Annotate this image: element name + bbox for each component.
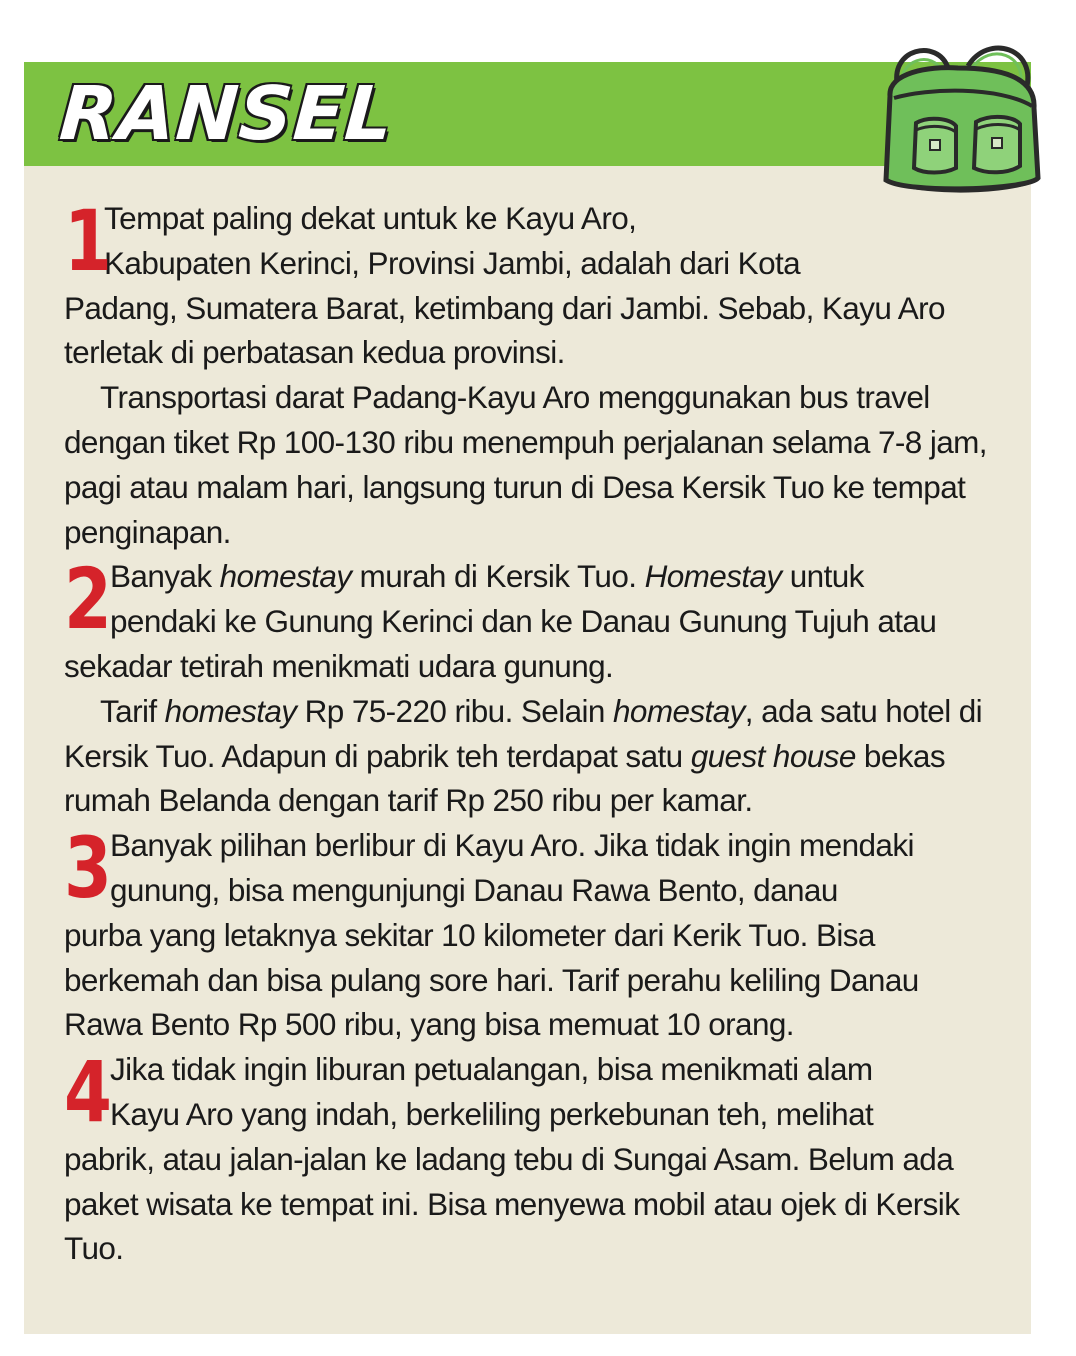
text-line: Jika tidak ingin liburan petualangan, bisa menikmati alam [110, 1051, 873, 1088]
box-content [64, 192, 1004, 1271]
paragraph: Transportasi darat Padang-Kayu Aro menggunakan bus travel dengan tiket Rp 100-130 ribu menempuh perjalanan selama 7-8 jam, pagi atau malam hari, langsung turun di Desa Kersik Tuo ke tempat penginapan. [64, 379, 987, 550]
section-3 [64, 819, 1004, 1047]
text-line: Kabupaten Kerinci, Provinsi Jambi, adalah dari Kota [104, 244, 801, 281]
backpack-icon [868, 28, 1048, 196]
text-line: Kayu Aro yang indah, berkeliling perkebunan teh, melihat [110, 1095, 874, 1132]
box-title: RANSEL [56, 71, 397, 157]
paragraph: Tarif homestay Rp 75-220 ribu. Selain homestay, ada satu hotel di Kersik Tuo. Adapun di pabrik teh terdapat satu guest house bekas rumah Belanda dengan tarif Rp 250 ribu per kamar. [64, 692, 983, 819]
paragraph: pabrik, atau jalan-jalan ke ladang tebu di Sungai Asam. Belum ada paket wisata ke tempat ini. Bisa menyewa mobil atau ojek di Kersik Tuo. [64, 1140, 960, 1267]
text-line: Banyak pilihan berlibur di Kayu Aro. Jika tidak ingin mendaki [110, 827, 914, 864]
section-number: 1 [64, 192, 109, 290]
section-4 [64, 1043, 1004, 1271]
text-line: pendaki ke Gunung Kerinci dan ke Danau Gunung Tujuh atau [110, 603, 937, 640]
section-2 [64, 550, 1004, 823]
section-number: 2 [64, 550, 109, 649]
paragraph: Padang, Sumatera Barat, ketimbang dari Jambi. Sebab, Kayu Aro terletak di perbatasan kedua provinsi. [64, 289, 945, 371]
section-number: 4 [64, 1043, 109, 1142]
section-number: 3 [64, 819, 109, 918]
text-line: gunung, bisa mengunjungi Danau Rawa Bento, danau [110, 871, 838, 908]
section-1 [64, 192, 1004, 554]
text-line: Banyak homestay murah di Kersik Tuo. Homestay untuk [110, 558, 864, 595]
paragraph: sekadar tetirah menikmati udara gunung. [64, 647, 614, 684]
text-line: Tempat paling dekat untuk ke Kayu Aro, [104, 200, 637, 236]
paragraph: purba yang letaknya sekitar 10 kilometer dari Kerik Tuo. Bisa berkemah dan bisa pulang sore hari. Tarif perahu keliling Danau Rawa Bento Rp 500 ribu, yang bisa memuat 10 orang. [64, 916, 919, 1043]
